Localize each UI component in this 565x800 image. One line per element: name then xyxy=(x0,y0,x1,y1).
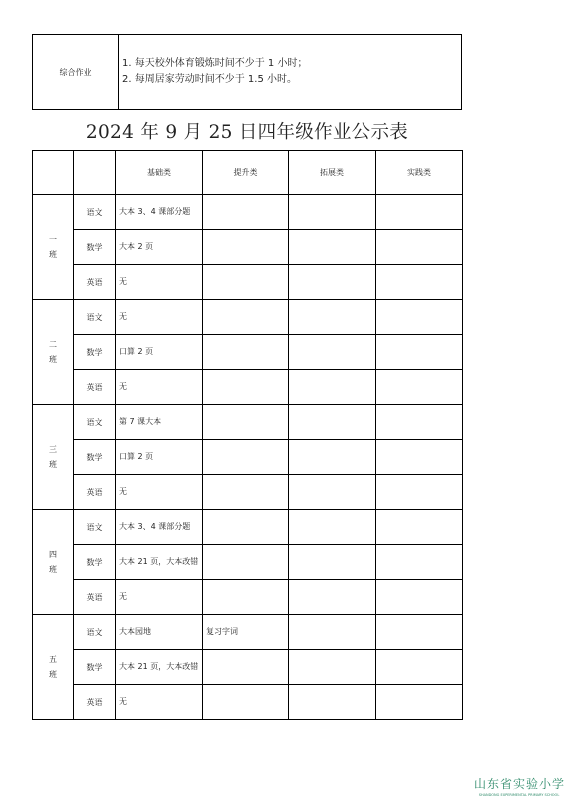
class-name-cell: 二 班 xyxy=(33,300,74,405)
table-row xyxy=(33,230,463,265)
cell-basic: 口算 2 页 xyxy=(116,440,203,475)
table-row xyxy=(33,195,463,230)
table-row xyxy=(33,650,463,685)
cell-advanced: 复习字词 xyxy=(203,615,289,650)
header-advanced: 提升类 xyxy=(203,151,289,195)
comprehensive-homework-content xyxy=(119,35,462,110)
table-row xyxy=(33,685,463,720)
cell-advanced xyxy=(203,300,289,335)
school-logo-name: 山东省实验小学 xyxy=(474,777,565,791)
class-name-cell: 一 班 xyxy=(33,195,74,300)
subject-cell: 英语 xyxy=(74,475,116,510)
cell-extended xyxy=(289,370,376,405)
cell-advanced xyxy=(203,440,289,475)
table-row xyxy=(33,265,463,300)
cell-extended xyxy=(289,475,376,510)
cell-basic: 大本 2 页 xyxy=(116,230,203,265)
cell-extended xyxy=(289,405,376,440)
cell-extended xyxy=(289,650,376,685)
cell-advanced xyxy=(203,475,289,510)
cell-practice xyxy=(376,650,463,685)
subject-cell: 英语 xyxy=(74,265,116,300)
cell-practice xyxy=(376,195,463,230)
cell-basic: 大本 3、4 课部分题 xyxy=(116,195,203,230)
header-corner-cell xyxy=(74,151,116,195)
cell-basic: 大本园地 xyxy=(116,615,203,650)
subject-cell: 语文 xyxy=(74,405,116,440)
cell-advanced xyxy=(203,195,289,230)
cell-practice xyxy=(376,300,463,335)
cell-practice xyxy=(376,580,463,615)
class-name-cell: 四 班 xyxy=(33,510,74,615)
cell-basic: 无 xyxy=(116,370,203,405)
cell-extended xyxy=(289,615,376,650)
subject-cell: 数学 xyxy=(74,230,116,265)
subject-cell: 英语 xyxy=(74,370,116,405)
cell-basic: 大本 21 页，大本改错 xyxy=(116,545,203,580)
table-row xyxy=(33,510,463,545)
cell-advanced xyxy=(203,510,289,545)
cell-advanced xyxy=(203,370,289,405)
cell-practice xyxy=(376,440,463,475)
cell-practice xyxy=(376,370,463,405)
cell-extended xyxy=(289,685,376,720)
cell-advanced xyxy=(203,230,289,265)
cell-advanced xyxy=(203,335,289,370)
cell-practice xyxy=(376,335,463,370)
cell-practice xyxy=(376,615,463,650)
cell-extended xyxy=(289,265,376,300)
table-row xyxy=(33,300,463,335)
class-name-cell: 五 班 xyxy=(33,615,74,720)
table-row xyxy=(33,580,463,615)
comprehensive-homework-row xyxy=(33,35,462,110)
cell-practice xyxy=(376,265,463,300)
table-row xyxy=(33,615,463,650)
comprehensive-homework-line: 2. 每周居家劳动时间不少于 1.5 小时。 xyxy=(122,74,297,85)
cell-advanced xyxy=(203,265,289,300)
subject-cell: 语文 xyxy=(74,300,116,335)
cell-advanced xyxy=(203,580,289,615)
cell-extended xyxy=(289,195,376,230)
subject-cell: 数学 xyxy=(74,335,116,370)
subject-cell: 数学 xyxy=(74,440,116,475)
header-basic: 基础类 xyxy=(116,151,203,195)
comprehensive-homework-label: 综合作业 xyxy=(33,35,119,110)
subject-cell: 英语 xyxy=(74,580,116,615)
cell-extended xyxy=(289,580,376,615)
cell-advanced xyxy=(203,685,289,720)
cell-basic: 无 xyxy=(116,475,203,510)
table-row xyxy=(33,475,463,510)
cell-basic: 大本 3、4 课部分题 xyxy=(116,510,203,545)
subject-cell: 语文 xyxy=(74,615,116,650)
comprehensive-homework-line: 1. 每天校外体育锻炼时间不少于 1 小时； xyxy=(122,58,308,69)
subject-cell: 语文 xyxy=(74,510,116,545)
cell-practice xyxy=(376,230,463,265)
cell-basic: 口算 2 页 xyxy=(116,335,203,370)
comprehensive-homework-table xyxy=(32,34,462,110)
cell-basic: 无 xyxy=(116,685,203,720)
table-row xyxy=(33,405,463,440)
cell-practice xyxy=(376,545,463,580)
homework-table xyxy=(32,150,463,720)
cell-extended xyxy=(289,510,376,545)
subject-cell: 数学 xyxy=(74,545,116,580)
cell-practice xyxy=(376,510,463,545)
table-row xyxy=(33,440,463,475)
cell-practice xyxy=(376,685,463,720)
table-row xyxy=(33,335,463,370)
header-practice: 实践类 xyxy=(376,151,463,195)
cell-extended xyxy=(289,335,376,370)
cell-extended xyxy=(289,230,376,265)
subject-cell: 数学 xyxy=(74,650,116,685)
cell-extended xyxy=(289,440,376,475)
cell-basic: 大本 21 页，大本改错 xyxy=(116,650,203,685)
school-logo-english: SHANDONG EXPERIMENTAL PRIMARY SCHOOL xyxy=(478,793,560,797)
class-name-cell: 三 班 xyxy=(33,405,74,510)
header-extended: 拓展类 xyxy=(289,151,376,195)
header-corner-cell xyxy=(33,151,74,195)
cell-practice xyxy=(376,405,463,440)
cell-extended xyxy=(289,300,376,335)
school-logo xyxy=(474,775,564,797)
subject-cell: 语文 xyxy=(74,195,116,230)
cell-advanced xyxy=(203,545,289,580)
table-row xyxy=(33,370,463,405)
subject-cell: 英语 xyxy=(74,685,116,720)
cell-advanced xyxy=(203,650,289,685)
cell-practice xyxy=(376,475,463,510)
cell-basic: 无 xyxy=(116,265,203,300)
table-row xyxy=(33,545,463,580)
page-title: 2024 年 9 月 25 日四年级作业公示表 xyxy=(85,122,409,143)
cell-extended xyxy=(289,545,376,580)
cell-basic: 无 xyxy=(116,300,203,335)
table-header-row xyxy=(33,151,463,195)
cell-basic: 第 7 课大本 xyxy=(116,405,203,440)
cell-basic: 无 xyxy=(116,580,203,615)
cell-advanced xyxy=(203,405,289,440)
